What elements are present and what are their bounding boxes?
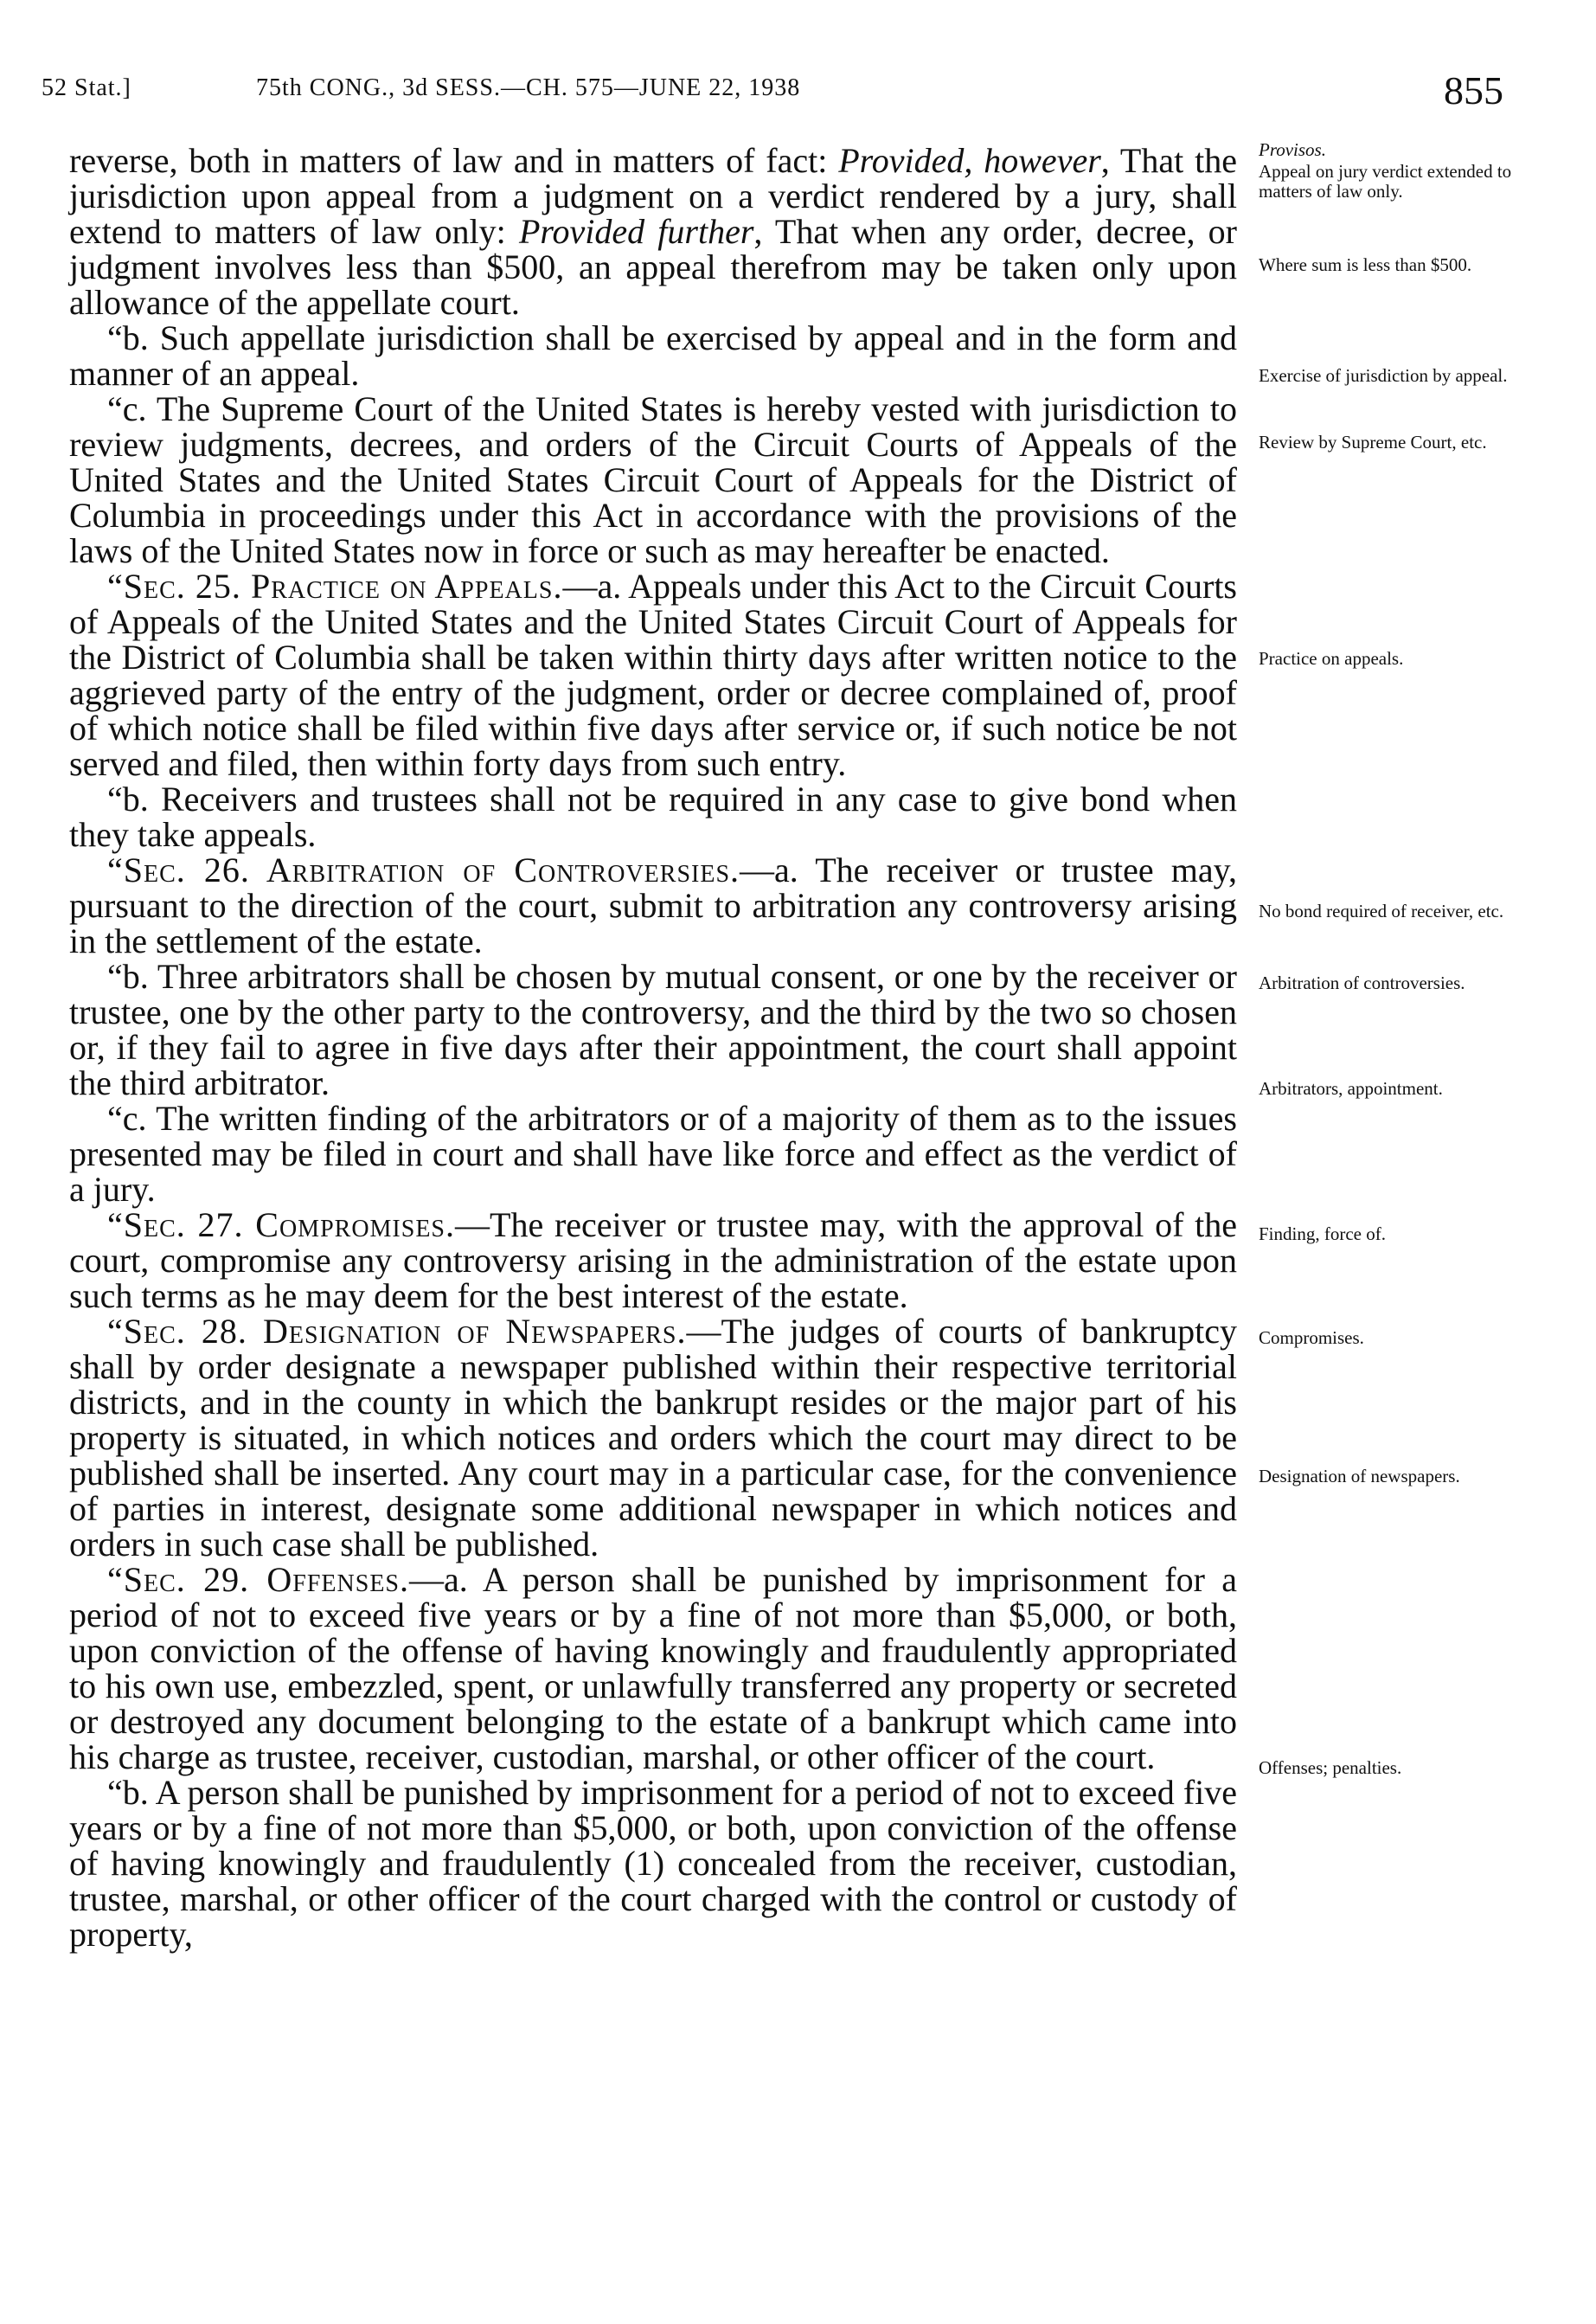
paragraph-text: —a. A person shall be punished by imprisonment for a period of not to exceed five years or by a fine of not more than $5,000, or both, upon conviction of the offense of having knowingly and fraudulently appropriated to his own use, embezzled, spent, or unlawfully transferred any property or secreted or destroyed any document belonging to the estate of a bankrupt which came into his charge as trustee, receiver, custodian, marshal, or other officer of the court.: [69, 1560, 1238, 1776]
margin-note-sum-less-500: Where sum is less than $500.: [1259, 254, 1472, 275]
header-session-line: 75th CONG., 3d SESS.—CH. 575—JUNE 22, 1938: [256, 74, 801, 101]
paragraph-sec-27: [69, 1207, 1237, 1313]
italic-term: Provided further: [518, 212, 754, 251]
paragraph-sec-29a: [69, 1562, 1237, 1775]
header-statute-ref: 52 Stat.]: [42, 74, 131, 101]
margin-note-finding: Finding, force of.: [1259, 1223, 1386, 1244]
margin-note-no-bond: No bond required of receiver, etc.: [1259, 901, 1504, 921]
paragraph-24b: [69, 320, 1237, 391]
paragraph-text: , That the jurisdiction upon appeal from a judgment on a verdict rendered by a jury, shall extend to matters of law only:: [69, 141, 1237, 251]
paragraph-sec-25b: [69, 781, 1237, 852]
section-heading: “Sec. 28. Designation of Newspapers.: [107, 1312, 687, 1351]
page-header: [42, 67, 1503, 119]
paragraph-sec-29b: [69, 1775, 1237, 1952]
paragraph-text: “b. Receivers and trustees shall not be required in any case to give bond when they take appeals.: [69, 780, 1237, 854]
paragraph-text: —a. Appeals under this Act to the Circuit Courts of Appeals of the United States and the United States Circuit Court of Appeals for the District of Columbia shall be taken within thirty days after written notice to the aggrieved party of the entry of the judgment, order or decree complained of, proof of which notice shall be filed within five days after service or, if such notice be not served and filed, then within forty days from such entry.: [69, 567, 1237, 783]
margin-note-compromises: Compromises.: [1259, 1327, 1364, 1348]
paragraph-sec-28: [69, 1313, 1237, 1562]
margin-note-provisos: Provisos.: [1259, 139, 1326, 160]
paragraph-text: —The judges of courts of bankruptcy shall by order designate a newspaper published within their respective territorial districts, and in the county in which the bankrupt resides or the major part of his property is situated, in which notices and orders which the court may direct to be published shall be inserted. Any court may in a particular case, for the convenience of parties in interest, designate some additional newspaper in which notices and orders in such case shall be published.: [69, 1312, 1237, 1563]
section-heading: “Sec. 27. Compromises.: [107, 1205, 456, 1244]
paragraph-sec-26b: [69, 959, 1237, 1101]
paragraph-text: —a. The receiver or trustee may, pursuant to the direction of the court, submit to arbitration any controversy arising in the settlement of the estate.: [69, 851, 1237, 960]
paragraph-continuation: [69, 143, 1237, 320]
margin-note-jury-verdict: Appeal on jury verdict extended to matters of law only.: [1259, 161, 1512, 202]
section-heading: “Sec. 25. Practice on Appeals.: [107, 567, 563, 606]
margin-note-practice-appeals: Practice on appeals.: [1259, 648, 1404, 669]
paragraph-text: reverse, both in matters of law and in matters of fact:: [69, 141, 839, 180]
page-number: 855: [1444, 68, 1503, 112]
paragraph-text: “c. The Supreme Court of the United States is hereby vested with jurisdiction to review judgments, decrees, and orders of the Circuit Courts of Appeals of the United States and the United States Circuit Court of Appeals for the District of Columbia in proceedings under this Act in accordance with the provisions of the laws of the United States now in force or such as may hereafter be enacted.: [69, 389, 1237, 570]
paragraph-text: “c. The written finding of the arbitrators or of a majority of them as to the issues presented may be filed in court and shall have like force and effect as the verdict of a jury.: [69, 1099, 1237, 1209]
paragraph-text: “b. Such appellate jurisdiction shall be exercised by appeal and in the form and manner of an appeal.: [69, 318, 1237, 393]
margin-note-arbitration: Arbitration of controversies.: [1259, 973, 1465, 993]
paragraph-sec-26c: [69, 1101, 1237, 1207]
paragraph-text: , That when any order, decree, or judgment involves less than $500, an appeal therefrom may be taken only upon allowance of the appellate court.: [69, 212, 1238, 322]
paragraph-24c: [69, 391, 1237, 568]
section-heading: “Sec. 29. Offenses.: [107, 1560, 410, 1599]
margin-note-exercise-jurisdiction: Exercise of jurisdiction by appeal.: [1259, 365, 1508, 386]
paragraph-sec-26a: [69, 852, 1237, 959]
paragraph-text: “b. A person shall be punished by imprisonment for a period of not to exceed five years or by a fine of not more than $5,000, or both, upon conviction of the offense of having knowingly and fraudulently (1) concealed from the receiver, custodian, trustee, marshal, or other officer of the court charged with the control or custody of property,: [69, 1773, 1237, 1954]
margin-note-newspapers: Designation of newspapers.: [1259, 1466, 1460, 1486]
margin-note-arbitrators: Arbitrators, appointment.: [1259, 1078, 1443, 1099]
italic-term: Provided, however: [838, 141, 1101, 180]
paragraph-text: “b. Three arbitrators shall be chosen by mutual consent, or one by the receiver or trustee, one by the other party to the controversy, and the third by the two so chosen or, if they fail to agree in five days after their appointment, the court shall appoint the third arbitrator.: [69, 957, 1237, 1102]
section-heading: “Sec. 26. Arbitration of Controversies.: [107, 851, 740, 889]
margin-note-offenses: Offenses; penalties.: [1259, 1757, 1402, 1778]
margin-note-review-supreme-court: Review by Supreme Court, etc.: [1259, 432, 1487, 453]
body-text-column: [69, 143, 1237, 1952]
paragraph-sec-25a: [69, 568, 1237, 781]
paragraph-text: —The receiver or trustee may, with the approval of the court, compromise any controversy arising in the administration of the estate upon such terms as he may deem for the best interest of the estate.: [69, 1205, 1238, 1315]
